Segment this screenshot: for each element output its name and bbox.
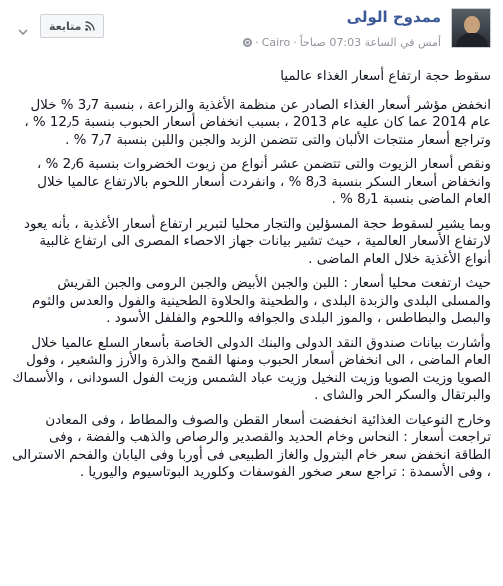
chevron-down-icon[interactable] [18,22,28,32]
article-paragraph: حيث ارتفعت محليا أسعار : اللبن والجبن الأبيض والجبن الرومى والجبن القريش والمسلى البلدى والزبدة البلدى ، والطحينة والحلاوة الطحينية والفول والعدس والثوم والبصل والبطاطس ، والموز البلدى والجوافه واللحوم والفلفل الأسود . [31,276,491,326]
globe-icon[interactable] [243,38,252,47]
meta-separator: · [293,36,297,49]
post-body [12,68,491,482]
article-paragraph: ونقص أسعار الزيوت والتى تتضمن عشر أنواع من زيوت الخضروات بنسبة 2٫6 % ، وانخفاض أسعار السكر بنسبة 8٫3 % ، وانفردت أسعار اللحوم بالارتفاع عالميا خلال العام الماضى بنسبة 8٫1 % . [37,157,491,207]
post-header [12,8,491,58]
article-title: سقوط حجة ارتفاع أسعار الغذاء عالميا [280,69,491,84]
post-meta [243,36,441,49]
meta-separator-2: · [255,36,259,49]
post-location[interactable]: Cairo [261,36,291,49]
article-paragraph: وبما يشير لسقوط حجة المسؤلين والتجار محليا لتبرير ارتفاع أسعار الأغذية ، بأنه يعود لارتفاع الأسعار العالمية ، حيث تشير بيانات جهاز الاحصاء المصرى الى ارتفاع غالبية أنواع الأغذية خلال العام الماضى . [23,216,491,267]
follow-button[interactable] [40,14,104,38]
author-name[interactable]: ممدوح الولى [346,8,441,26]
article-paragraph: وخارج النوعيات الغذائية انخفضت أسعار القطن والصوف والمطاط ، وفى المعادن تراجعت أسعار : النحاس وخام الحديد والقصدير والرصاص والذهب والفضة ، وفى الطاقة انخفض سعر خام البترول والغاز الطبيعى فى أوربا وفى اليابان والفحم الاسترالى ، وفى الأسمدة : تراجع سعر صخور الفوسفات وكلوريد البوتاسيوم واليوريا . [12,412,491,480]
avatar-head [464,16,480,34]
rss-icon [85,21,95,31]
follow-label: متابعة [49,19,82,33]
avatar[interactable] [451,8,491,48]
post-timestamp[interactable]: أمس في الساعة 07:03 صباحاً [299,36,441,49]
article-paragraph: وأشارت بيانات صندوق النقد الدولى والبنك الدولى الخاصة بأسعار السلع عالميا خلال العام الماضى ، الى انخفاض أسعار الحبوب ومنها القمح والذرة والأرز والشعير ، وفول الصويا وزيت الصويا وزيت النخيل وزيت عباد الشمس وزيت الفول السودانى ، والأسماك والبرتقال والسكر الحر والشاى . [12,335,491,403]
article-paragraph: انخفض مؤشر أسعار الغذاء الصادر عن منظمة الأغذية والزراعة ، بنسبة 3٫7 % خلال عام 2014 عما كان عليه عام 2013 ، بسبب انخفاض أسعار الحبوب بنسبة 12٫5 % ، وتراجع أسعار منتجات الألبان والتى تتضمن الزبد والجبن واللبن بنسبة 7٫7 % . [24,97,491,148]
avatar-shoulders [456,33,488,48]
